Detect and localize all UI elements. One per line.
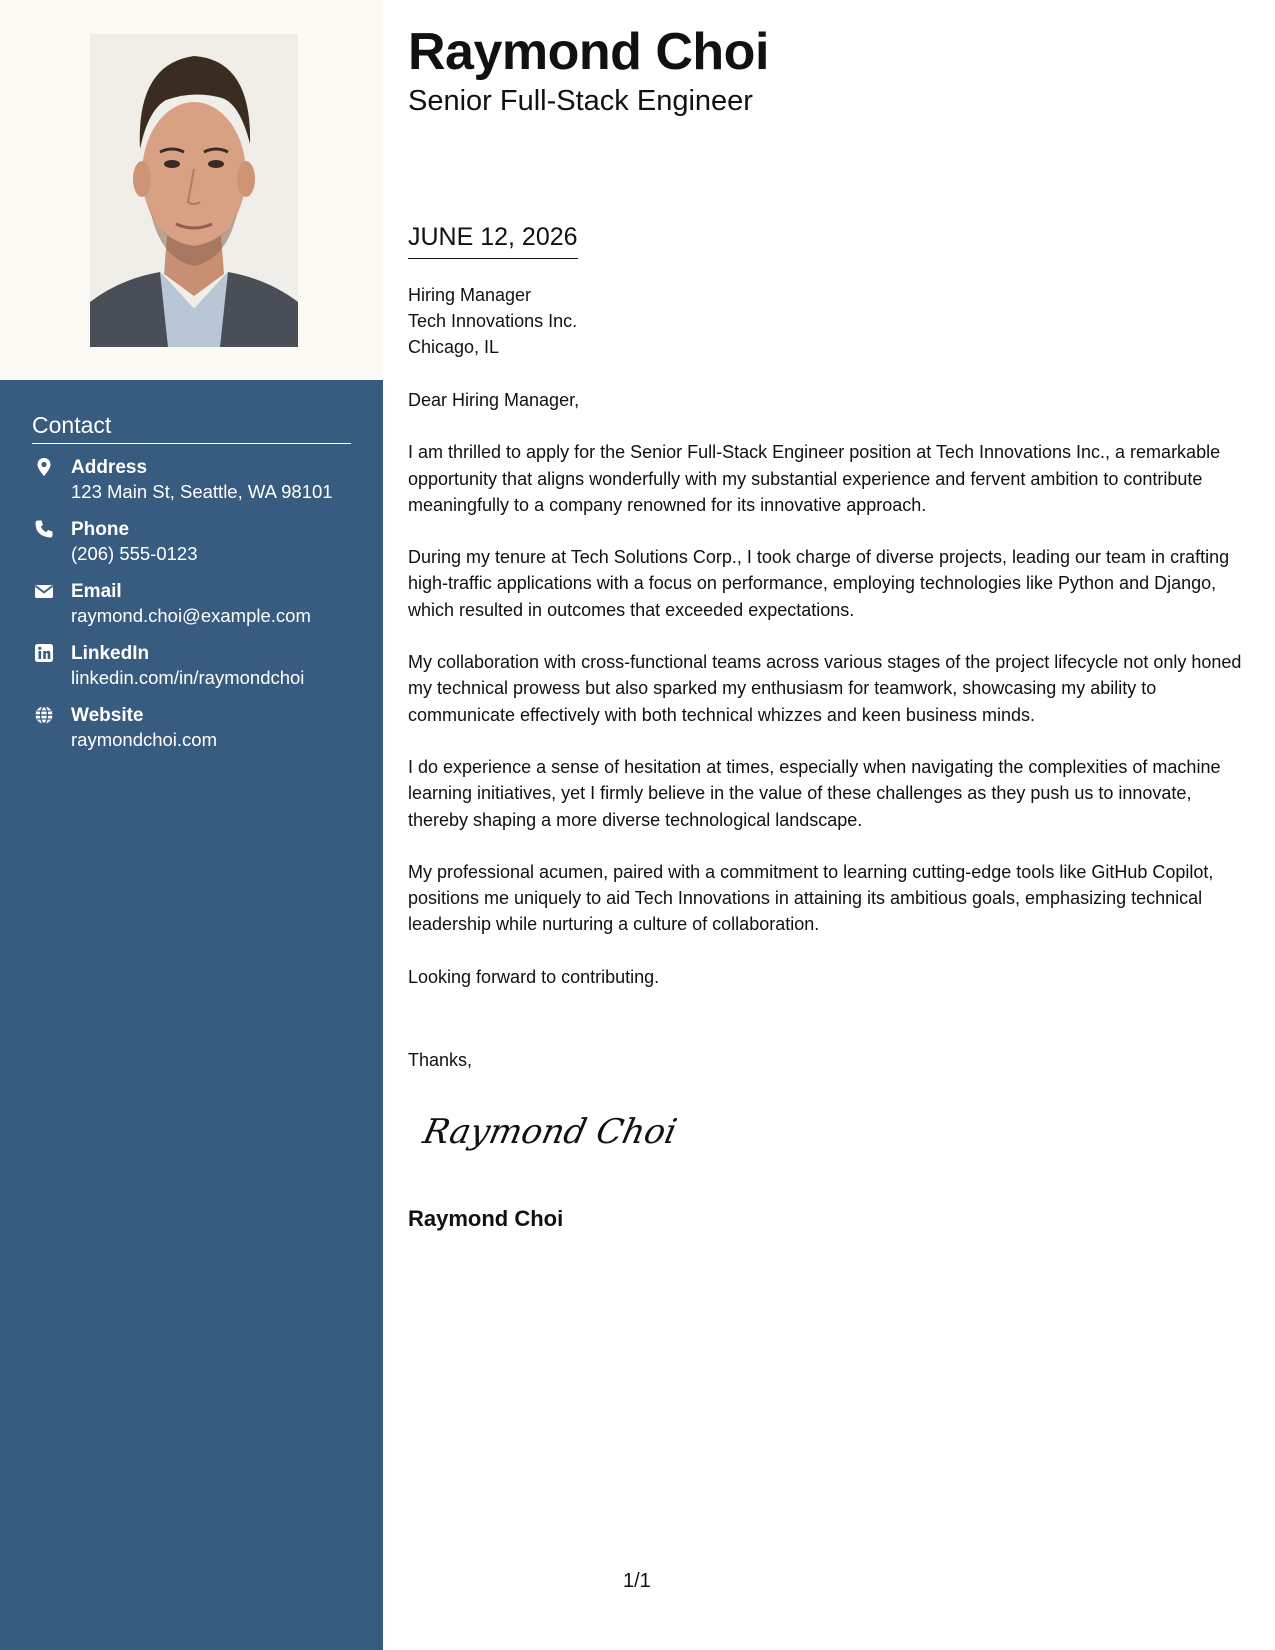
- signer-name: Raymond Choi: [408, 1206, 564, 1231]
- photo-area: [0, 0, 383, 380]
- body-paragraph: Looking forward to contributing.: [408, 966, 660, 987]
- contact-section: [32, 412, 351, 766]
- contact-label: Address: [71, 457, 148, 478]
- letter-main: [408, 20, 1248, 1231]
- body-paragraph: During my tenure at Tech Solutions Corp., I took charge of diverse projects, leading our team in crafting high-traffic applications with a focus on performance, employing technologies like Python and Django, which resulted in outcomes that exceeded expectations.: [408, 547, 1230, 620]
- recipient-line: Hiring Manager: [408, 285, 532, 305]
- profile-photo: [90, 34, 298, 347]
- contact-item-email: [32, 580, 351, 628]
- sidebar: [0, 0, 383, 1650]
- globe-icon: [34, 705, 54, 725]
- greeting: Dear Hiring Manager,: [408, 390, 580, 410]
- page-number: 1/1: [623, 1570, 651, 1592]
- body-paragraph: My professional acumen, paired with a commitment to learning cutting-edge tools like GitHub Copilot, positions me uniquely to aid Tech Innovations in attaining its ambitious goals, emphasizing technical leadership while nurturing a culture of collaboration.: [408, 861, 1214, 935]
- linkedin-value[interactable]: linkedin.com/in/raymondchoi: [71, 667, 305, 688]
- email-value[interactable]: raymond.choi@example.com: [71, 605, 311, 626]
- location-pin-icon: [34, 457, 54, 477]
- recipient-line: Tech Innovations Inc.: [408, 311, 578, 331]
- contact-item-address: [32, 456, 351, 504]
- body-paragraph: My collaboration with cross-functional teams across various stages of the project lifecycle not only honed my technical prowess but also sparked my enthusiasm for teamwork, showcasing my ability to communicate effectively with both technical whizzes and keen business minds.: [408, 652, 1242, 725]
- phone-icon: [34, 519, 54, 539]
- address-value: 123 Main St, Seattle, WA 98101: [71, 481, 333, 502]
- handwritten-signature: [419, 1103, 681, 1164]
- contact-label: Phone: [71, 519, 130, 540]
- body-paragraph: I do experience a sense of hesitation at times, especially when navigating the complexities of machine learning initiatives, yet I firmly believe in the value of these challenges as they push us to innovate, thereby shaping a more diverse technological landscape.: [408, 756, 1221, 830]
- body-paragraph: I am thrilled to apply for the Senior Full-Stack Engineer position at Tech Innovations Inc., a remarkable opportunity that aligns wonderfully with my substantial experience and fervent ambition to contribute meaningfully to a company renowned for its innovative approach.: [408, 442, 1221, 515]
- closing: Thanks,: [408, 1050, 473, 1070]
- website-value[interactable]: raymondchoi.com: [71, 729, 218, 750]
- contact-item-phone: [32, 518, 351, 566]
- contact-item-website: [32, 704, 351, 752]
- contact-heading: Contact: [32, 412, 351, 444]
- date-block: [408, 220, 578, 259]
- letter-body: [408, 387, 1248, 1016]
- contact-label: Email: [71, 581, 122, 602]
- applicant-name: Raymond Choi: [408, 23, 769, 81]
- recipient-line: Chicago, IL: [408, 337, 500, 357]
- letter-date: JUNE 12, 2026: [408, 220, 578, 259]
- contact-item-linkedin: [32, 642, 351, 690]
- recipient-block: [408, 282, 577, 360]
- envelope-icon: [34, 581, 54, 601]
- contact-label: Website: [71, 705, 144, 726]
- linkedin-icon: [34, 643, 54, 663]
- signature-text: Raymond Choi: [419, 1112, 681, 1152]
- contact-label: LinkedIn: [71, 643, 150, 664]
- applicant-title: Senior Full-Stack Engineer: [408, 85, 753, 117]
- phone-value[interactable]: (206) 555-0123: [71, 543, 198, 564]
